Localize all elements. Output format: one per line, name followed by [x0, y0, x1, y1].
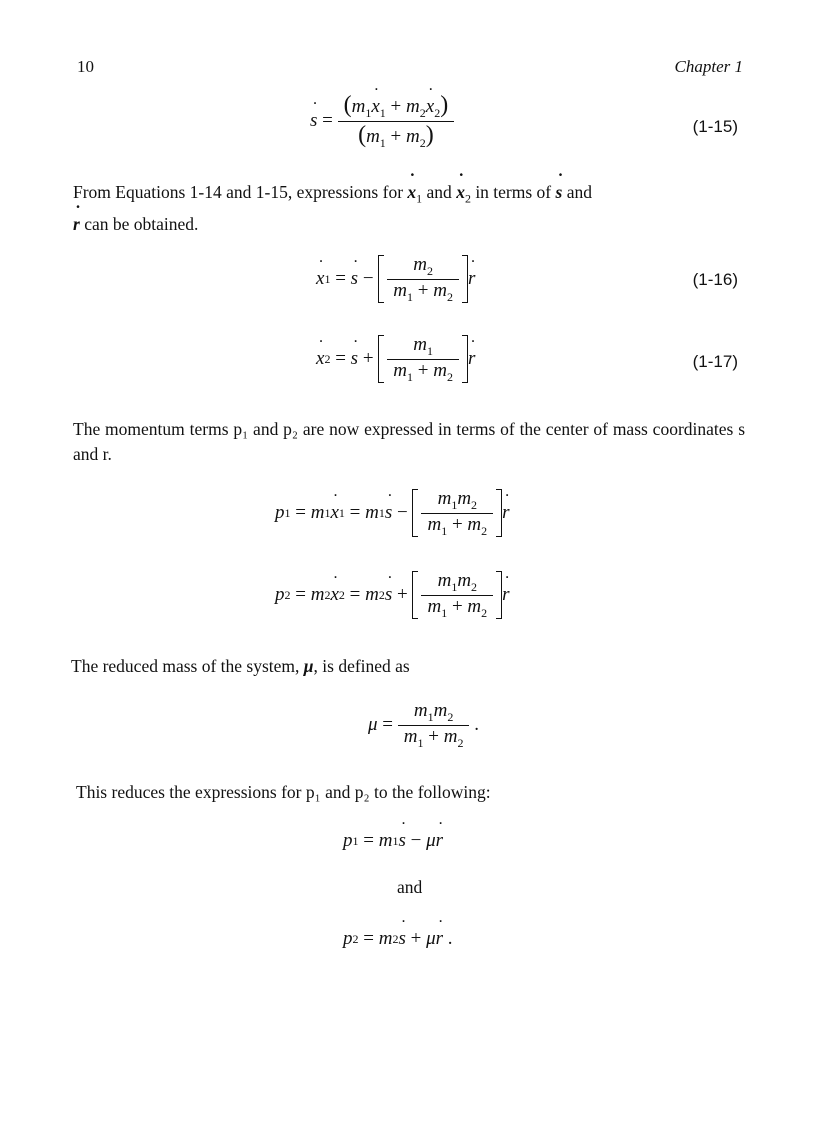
equation-1-15: ˙ s = $\frac{(m_1˙ x_1 + m_2˙ x_2)}{(m_1 + m_2)}$: [310, 92, 454, 151]
equation-1-16: ˙ x 1 = ˙ s − $\frac{m_2}{m_1 + m_2}$ ˙ r: [316, 254, 475, 305]
paragraph-momentum: The momentum terms p₁ and p₂ are now expressed in terms of the center of mass coordinates s and r.: [73, 419, 745, 464]
equation-p2-expanded: p 2 = m 2 ˙ x 2 = m 2 ˙ s + $\frac{m_1m_2}{m_1 + m_2}$ ˙ r: [275, 570, 510, 621]
chapter-title: Chapter 1: [674, 57, 743, 76]
equation-label-1-16: (1-16): [692, 270, 738, 289]
equation-p2-reduced: p 2 = m 2 ˙ s + μ ˙ r .: [343, 928, 453, 950]
equation-p1-reduced: p 1 = m 1 ˙ s − μ ˙ r: [343, 830, 443, 852]
equation-label-1-17: (1-17): [692, 352, 738, 371]
equation-label-1-15: (1-15): [692, 117, 738, 136]
equation-1-17: ˙ x 2 = ˙ s + $\frac{m_1}{m_1 + m_2}$ ˙ r: [316, 334, 475, 385]
paragraph-reduces: This reduces the expressions for p₁ and p₂ to the following:: [76, 782, 491, 802]
equation-p1-expanded: p 1 = m 1 ˙ x 1 = m 1 ˙ s − $\frac{m_1m_2}{m_1 + m_2}$ ˙ r: [275, 488, 510, 539]
page-number: 10: [77, 57, 94, 76]
and-text: and: [397, 877, 423, 897]
equation-reduced-mass: μ = $\frac{m_1m_2}{m_1 + m_2}$ .: [368, 700, 479, 750]
paragraph-intro: From Equations 1-14 and 1-15, expressions for ˙ $x_1$ and ˙ $x_2$ in terms of ˙ s and ˙ r can be obtained.: [73, 180, 745, 237]
paragraph-reduced-mass: The reduced mass of the system, μ, is defined as: [71, 656, 410, 676]
